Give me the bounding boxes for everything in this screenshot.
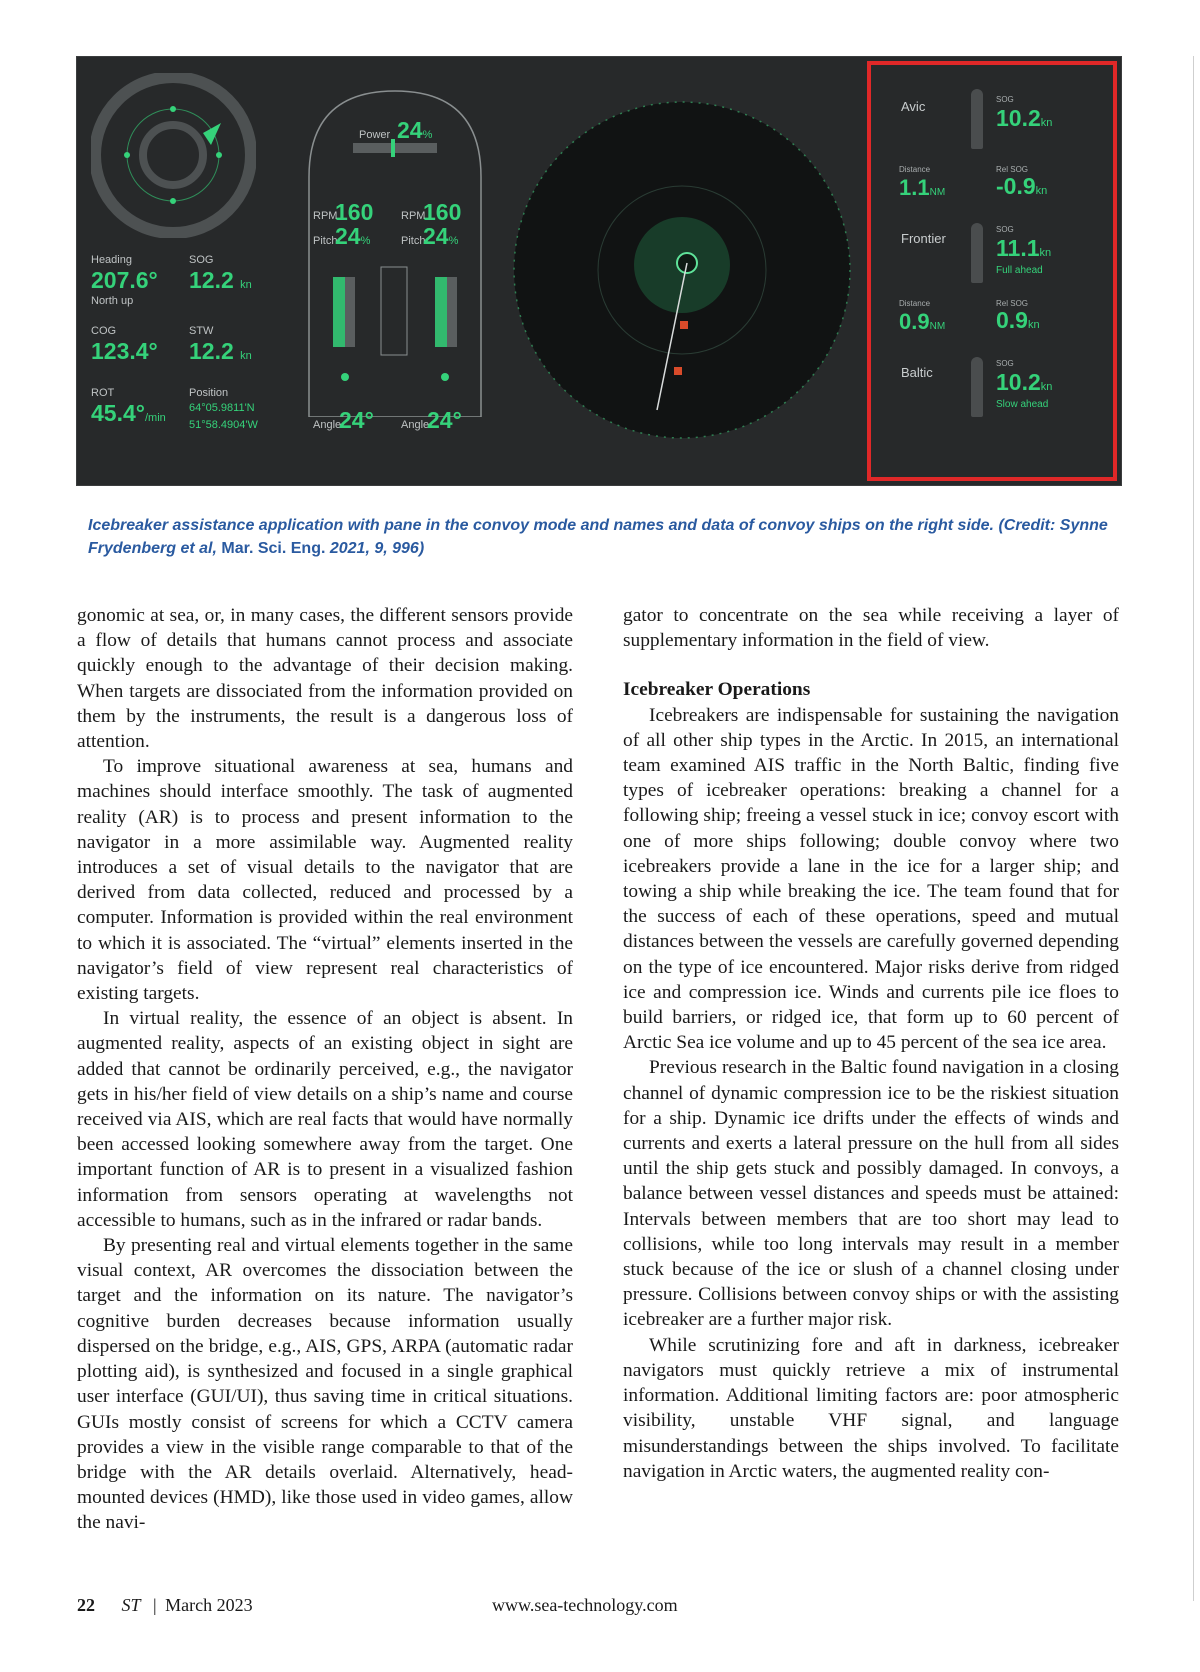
rot-value: 45.4°/min (91, 400, 166, 426)
position-lat: 64°05.9811'N (189, 402, 255, 414)
paragraph: In virtual reality, the essence of an object is absent. In augmented reality, aspects of an existing object in sight are added that cannot be ordinarily perceived, e.g., the navigator gets in his/her field of view details on a ship’s name and course received via AIS, which are real facts that would have normally been accessed looking somewhere away from the target. One important function of AR is to present in a visualized fashion information from sensors operating at wavelengths not accessible to humans, such as in the infrared or radar bands. (77, 1008, 573, 1231)
sog-label: SOG (996, 95, 1014, 104)
heading-value: 207.6° (91, 267, 158, 293)
issue-date: March 2023 (165, 1595, 253, 1615)
right-column (623, 603, 1119, 1484)
stbd-rpm-label: RPM (401, 210, 426, 222)
radar-display (507, 65, 857, 480)
caption-text-end: 2021, 9, 996) (325, 540, 425, 557)
ship-icon-frontier (971, 223, 983, 283)
distance-value: 1.1NM (899, 175, 946, 200)
stbd-pitch-label: Pitch (401, 235, 426, 247)
sog-label: SOG (189, 254, 214, 266)
position-lon: 51°58.4904'W (189, 419, 258, 431)
figure-screenshot (76, 56, 1122, 486)
sog-label: SOG (996, 359, 1014, 368)
port-rpm-value: 160 (335, 199, 374, 225)
rel-sog-value: 0.9kn (996, 307, 1040, 333)
convoy-status: Slow ahead (996, 399, 1049, 410)
stbd-angle-value: 24° (427, 407, 462, 433)
port-rpm-label: RPM (313, 210, 338, 222)
cog-value: 123.4° (91, 338, 158, 364)
convoy-ship-name: Frontier (901, 231, 946, 246)
heading-label: Heading (91, 254, 132, 266)
convoy-sog-value: 10.2kn (996, 369, 1053, 395)
page-number: 22 (77, 1595, 95, 1615)
north-up-label: North up (91, 295, 134, 307)
stw-value: 12.2 kn (189, 338, 252, 364)
convoy-sog-value: 10.2kn (996, 105, 1053, 131)
left-column (77, 603, 573, 1536)
stw-label: STW (189, 325, 214, 337)
rel-sog-label: Rel SOG (996, 165, 1029, 174)
sog-label: SOG (996, 225, 1014, 234)
convoy-status: Full ahead (996, 265, 1043, 276)
convoy-ship-name: Avic (901, 99, 926, 114)
paragraph: By presenting real and virtual elements together in the same visual context, AR overcomes the dissociation between the target and the information on its nature. The navigator’s cognitive burden decreases because information usually dispersed on the bridge, e.g., AIS, GPS, ARPA (automatic radar plotting aid), is synthesized and focused in a single graphical user interface (GUI/UI), thus saving time in critical situations. GUIs mostly consist of screens for which a CCTV camera provides a view in the visible range comparable to that of the bridge with the AR details overlaid. Alternatively, head-mounted devices (HMD), like those used in video games, allow the navi- (77, 1235, 573, 1534)
convoy-ship-name: Baltic (901, 365, 933, 380)
power-value: 24% (397, 117, 433, 143)
caption-journal: Mar. Sci. Eng. (221, 540, 326, 557)
figure-caption (88, 514, 1128, 560)
convoy-pane (867, 61, 1117, 481)
port-angle-label: Angle (313, 419, 342, 431)
port-pitch-value: 24% (335, 223, 371, 249)
website-link[interactable]: www.sea-technology.com (492, 1595, 678, 1615)
margin-rule (1193, 56, 1194, 1601)
paragraph: Previous research in the Baltic found navigation in a closing channel of dynamic compression ice to be the riskiest situation for a ship. Dynamic ice drifts under the effects of winds and currents and exerts a lateral pressure on the hull from all sides until the ship gets stuck and possibly damaged. In convoys, a balance between vessel distances and speeds must be attained: Intervals between members that are too short may lead to collisions, while too long intervals may result in a member stuck because of the ice or slush of a channel closing under pressure. Collisions between convoy ships or with the assisting icebreaker are a further major risk. (623, 1057, 1119, 1331)
caption-text: Icebreaker assistance application with pane in the convoy mode and names and data of convoy ships on the right side. (Credit: Synne Frydenberg et al, (88, 517, 1108, 557)
distance-label: Distance (899, 299, 931, 308)
ship-icon-baltic (971, 357, 983, 417)
compass-dial (91, 73, 256, 238)
page-footer (77, 1595, 678, 1616)
convoy-sog-value: 11.1kn (996, 235, 1052, 261)
port-pitch-label: Pitch (313, 235, 338, 247)
sog-value: 12.2 kn (189, 267, 252, 293)
paragraph: While scrutinizing fore and aft in darkness, icebreaker navigators must quickly retrieve a mix of instrumental information. Additional limiting factors are: poor atmospheric visibility, unstable VHF signal, and language misunderstandings between the ships involved. To facilitate navigation in Arctic waters, the augmented reality con- (623, 1334, 1119, 1482)
stbd-rpm-value: 160 (423, 199, 462, 225)
rel-sog-value: -0.9kn (996, 173, 1048, 199)
paragraph: gator to concentrate on the sea while receiving a layer of supplementary information in the field of view. (623, 605, 1119, 652)
ship-icon-avic (971, 89, 983, 149)
footer-separator: | (153, 1595, 157, 1615)
magazine-name: ST (121, 1595, 141, 1615)
paragraph: gonomic at sea, or, in many cases, the different sensors provide a flow of details that humans cannot process and associate quickly enough to the advantage of their decision making. When targets are dissociated from the information provided on them by the instruments, the result is a dangerous loss of attention. (77, 605, 573, 753)
port-angle-value: 24° (339, 407, 374, 433)
stbd-pitch-value: 24% (423, 223, 459, 249)
distance-label: Distance (899, 165, 931, 174)
power-label: Power (359, 129, 391, 141)
cog-label: COG (91, 325, 117, 337)
paragraph: Icebreakers are indispensable for sustaining the navigation of all other ship types in the Arctic. In 2015, an international team examined AIS traffic in the North Baltic, finding five types of icebreaker operations: breaking a channel for a following ship; freeing a vessel stuck in ice; convoy escort with one of more ships following; double convoy where two icebreakers provide a lane in the ice for a larger ship; and towing a ship while breaking the ice. The team found that for the success of each of these operations, speed and mutual distances between the vessels are carefully governed depending on the type of ice encountered. Major risks derive from ridged ice and compression ice. Winds and currents pile ice floes to build barriers, or ridged ice, that form up to 60 percent of Arctic Sea ice volume and up to 45 percent of the sea ice area. (623, 704, 1119, 1054)
section-heading: Icebreaker Operations (623, 679, 811, 701)
paragraph: To improve situational awareness at sea, humans and machines should interface smoothly. The task of augmented reality (AR) is to process and present information to the navigator in a more assimilable way. Augmented reality introduces a set of visual details to the navigator that are derived from data collected, reduced and processed by a computer. Information is provided within the real environment to which it is associated. The “virtual” elements inserted in the navigator’s field of view represent real characteristics of existing targets. (77, 756, 573, 1005)
stbd-angle-label: Angle (401, 419, 430, 431)
distance-value: 0.9NM (899, 309, 946, 334)
position-label: Position (189, 387, 229, 399)
thruster-hull-outline (305, 87, 485, 417)
rel-sog-label: Rel SOG (996, 299, 1029, 308)
rot-label: ROT (91, 387, 115, 399)
